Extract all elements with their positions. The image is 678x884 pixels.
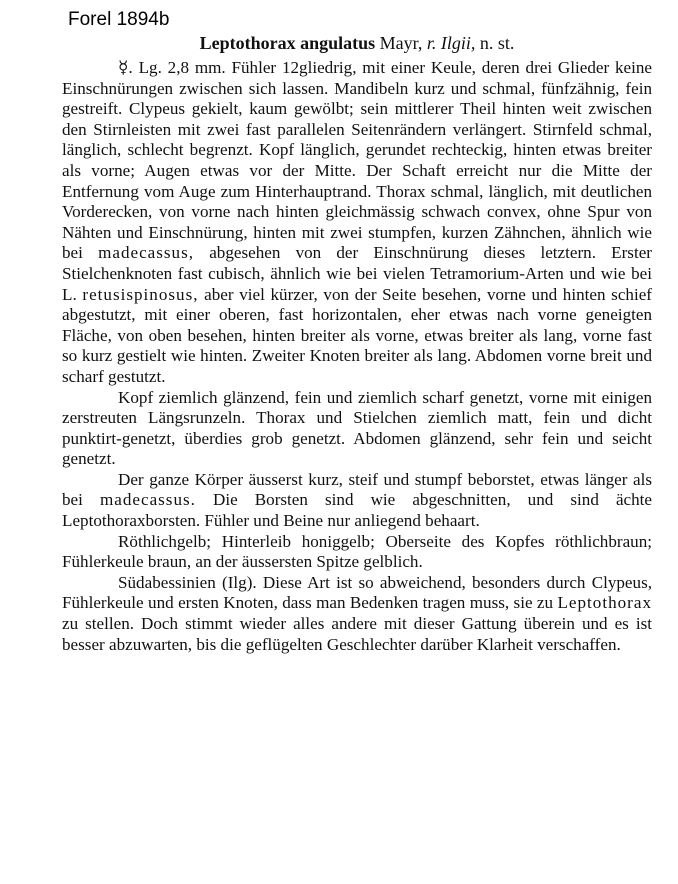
taxon-reference: retusispinosus, (82, 284, 199, 304)
pilosity-paragraph (62, 470, 652, 532)
morphology-text: ☿. Lg. 2,8 mm. Fühler 12gliedrig, mit einer Keule, deren drei Glieder keine Einschnürungen zwischen sich lassen. Mandibeln kurz und schmal, fünfzähnig, fein gestreift. Clypeus gekielt, kaum gewölbt; sein mittlerer Theil hinten weit zwischen den Stirnleisten mit zwei fast parallelen Seitenrändern verlängert. Stirnfeld schmal, länglich, schlecht begrenzt. Kopf länglich, gerundet rechteckig, hinten etwas breiter als vorne; Augen etwas vor der Mitte. Der Schaft erreicht nur die Mitte der Entfernung vom Auge zum Hinterhauptrand. Thorax schmal, länglich, mit deutlichen Vorderecken, von vorne nach hinten gleichmässig schwach convex, ohne Spur von Nähten und Einschnürung, hinten mit zwei stumpfen, kurzen Zähnchen, ähnlich wie bei (62, 58, 652, 263)
taxon-status: n. st. (479, 33, 515, 53)
morphology-text: abgesehen von der Einschnürung dieses letztern. Erster Stielchenknoten fast cubisch, ähnlich wie bei vielen Tetramorium-Arten und wie bei L. (62, 243, 652, 304)
taxon-rank: r. (426, 33, 437, 53)
pilosity-text: Die Borsten sind wie abgeschnitten, und sind ächte Leptothoraxborsten. Fühler und Beine nur anliegend behaart. (62, 490, 652, 531)
subspecies-name: Ilgii, (440, 33, 476, 53)
taxon-reference: madecassus. (99, 490, 196, 510)
morphology-paragraph (62, 58, 652, 388)
coloration-text: Röthlichgelb; Hinterleib honiggelb; Oberseite des Kopfes röthlichbraun; Fühlerkeule braun, an der äussersten Spitze gelblich. (62, 531, 652, 572)
taxon-reference: Leptothorax (557, 593, 652, 613)
source-label: Forel 1894b (68, 9, 170, 30)
species-name: Leptothorax angulatus (199, 33, 376, 53)
species-description (62, 32, 652, 655)
sculpture-paragraph (62, 388, 652, 470)
morphology-text: aber viel kürzer, von der Seite besehen, vorne und hinten schief abgestutzt, mit einer oberen, fast horizontalen, eher etwas nach vorne geneigten Fläche, von oben besehen, hinten breiter als vorne, etwas breiter als lang, vorne fast so kurz gestielt wie hinten. Zweiter Knoten breiter als lang. Abdomen vorne breit und scharf gestutzt. (62, 284, 652, 386)
coloration-paragraph (62, 532, 652, 573)
distribution-text: zu stellen. Doch stimmt wieder alles andere mit dieser Gattung überein und es ist besser abzuwarten, bis die geflügelten Geschlechter darüber Klarheit verschaffen. (62, 614, 652, 654)
species-author: Mayr, (379, 33, 423, 53)
sculpture-text: Kopf ziemlich glänzend, fein und ziemlich scharf genetzt, vorne mit einigen zerstreuten Längsrunzeln. Thorax und Stielchen ziemlich matt, fein und dicht punktirt-genetzt, überdies grob genetzt. Abdomen glänzend, sehr fein und seicht genetzt. (62, 387, 652, 469)
distribution-text: Südabessinien (Ilg). Diese Art ist so abweichend, besonders durch Clypeus, Fühlerkeule und ersten Knoten, dass man Bedenken tragen muss, sie zu (62, 572, 652, 613)
species-title (62, 32, 652, 54)
taxon-reference: madecassus, (98, 243, 195, 263)
pilosity-text: Der ganze Körper äusserst kurz, steif und stumpf beborstet, etwas länger als bei (62, 469, 652, 510)
distribution-paragraph (62, 573, 652, 655)
